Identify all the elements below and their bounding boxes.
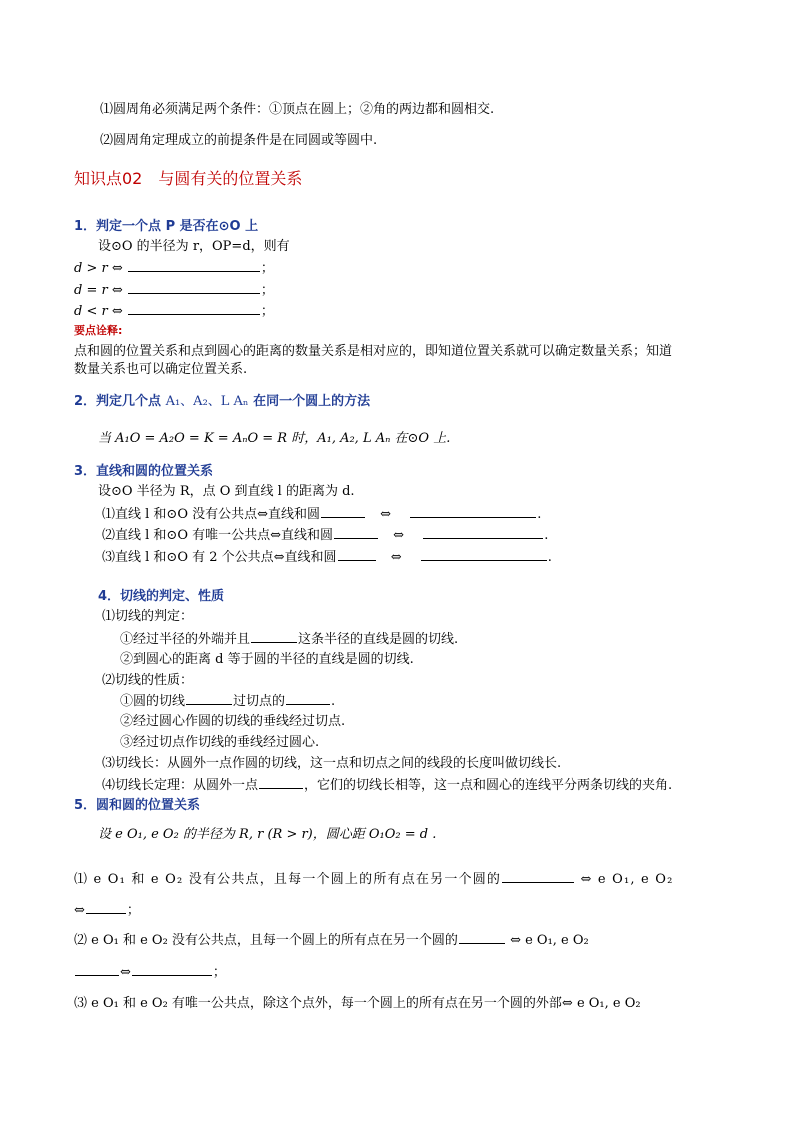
s5-c2b-iff: ⇔	[120, 965, 131, 980]
s4-p1-blank-a	[186, 692, 232, 705]
s5-c1b-blank	[86, 901, 126, 914]
s5-c1-blank	[502, 870, 574, 883]
s2-line: 当 A₁O = A₂O = K = AₙO = R 时，A₁, A₂, L Aₙ 在⊙O 上.	[98, 431, 451, 446]
section-heading: 知识点02 与圆有关的位置关系	[74, 169, 303, 188]
s5-case-2b	[74, 963, 226, 982]
s2-title-mid: A₁、A₂、L Aₙ	[165, 394, 249, 409]
s1-explain-1: 点和圆的位置关系和点到圆心的距离的数量关系是相对应的，即知道位置关系就可以确定数量关系；知道	[74, 344, 673, 359]
s4-t4-blank	[259, 776, 303, 789]
s5-case-1	[74, 870, 674, 889]
s1-r3-blank	[128, 302, 260, 315]
s5-c1b-semicolon: ；	[126, 903, 140, 918]
s1-relation-3	[74, 302, 274, 321]
s4-t4-post: ，它们的切线长相等，这一点和圆心的连线平分两条切线的夹角.	[304, 778, 673, 793]
s5-c2b-blank-b	[132, 963, 212, 976]
s5-case-3: ⑶ e O₁ 和 e O₂ 有唯一公共点，除这个点外，每一个圆上的所有点在另一个圆的外部⇔ e O₁, e O₂	[74, 996, 641, 1011]
s4-j1-pre: ①经过半径的外端并且	[120, 632, 251, 647]
s1-r2-text: d = r ⇔	[74, 283, 123, 298]
s1-r1-blank	[128, 259, 260, 272]
s3-r3-blank-a	[338, 548, 376, 561]
s1-setup: 设⊙O 的半径为 r，OP=d，则有	[98, 239, 290, 254]
s3-setup: 设⊙O 半径为 R，点 O 到直线 l 的距离为 d.	[98, 484, 355, 499]
s4-judge-1	[120, 630, 458, 649]
s4-property-1	[120, 692, 335, 711]
s5-title: 5．圆和圆的位置关系	[74, 798, 201, 813]
s3-r3-iff: ⇔	[390, 550, 402, 565]
s4-property-2: ②经过圆心作圆的切线的垂线经过切点.	[120, 714, 346, 729]
s2-title-pre: 2．判定几个点	[74, 394, 162, 409]
s4-p1-pre: ①圆的切线	[120, 694, 186, 709]
s3-r3-text: ⑶直线 l 和⊙O 有 2 个公共点⇔直线和圆	[102, 550, 337, 565]
s3-r3-blank-b	[421, 548, 547, 561]
s2-title-post: 在同一个圆上的方法	[253, 394, 371, 409]
s4-tangent-theorem	[102, 776, 672, 795]
s1-r2-semicolon: ；	[260, 283, 274, 298]
s3-r2-dot: .	[544, 528, 549, 543]
s3-row-1	[102, 505, 541, 524]
s2-title	[74, 393, 370, 411]
s5-c1b-iff: ⇔	[74, 903, 85, 918]
s5-c2-text: ⑵ e O₁ 和 e O₂ 没有公共点，且每一个圆上的所有点在另一个圆的	[74, 933, 458, 948]
s1-r1-text: d > r ⇔	[74, 261, 123, 276]
s1-keypoint-label: 要点诠释:	[74, 324, 123, 337]
s5-c2b-semicolon: ；	[212, 965, 226, 980]
s3-r2-iff: ⇔	[393, 528, 405, 543]
s1-r1-semicolon: ；	[260, 261, 274, 276]
note-1: ⑴圆周角必须满足两个条件：①顶点在圆上；②角的两边都和圆相交.	[100, 102, 495, 117]
s4-property-3: ③经过切点作切线的垂线经过圆心.	[120, 735, 320, 750]
s4-property-heading: ⑵切线的性质：	[102, 673, 194, 688]
s4-j1-blank	[251, 630, 297, 643]
s5-c1-end: ⇔ e O₁, e O₂	[580, 872, 674, 887]
s1-title: 1．判定一个点 P 是否在⊙O 上	[74, 219, 259, 234]
s3-r2-blank-b	[423, 526, 543, 539]
note-2: ⑵圆周角定理成立的前提条件是在同圆或等圆中.	[100, 133, 378, 148]
s5-setup: 设 e O₁, e O₂ 的半径为 R, r (R > r)，圆心距 O₁O₂ = d .	[98, 827, 437, 842]
s3-title: 3．直线和圆的位置关系	[74, 464, 214, 479]
s1-r2-blank	[128, 281, 260, 294]
s5-c2b-blank-a	[75, 963, 119, 976]
s5-case-1b	[74, 901, 140, 920]
s3-r2-blank-a	[334, 526, 378, 539]
s3-r1-blank-a	[321, 505, 365, 518]
s5-c2-end: ⇔ e O₁, e O₂	[510, 933, 589, 948]
s3-row-2	[102, 526, 548, 545]
s3-r1-text: ⑴直线 l 和⊙O 没有公共点⇔直线和圆	[102, 507, 320, 522]
s4-judge-heading: ⑴切线的判定：	[102, 609, 194, 624]
s5-case-2	[74, 931, 589, 950]
s1-relation-1	[74, 259, 274, 278]
s4-p1-blank-b	[286, 692, 330, 705]
s1-r3-text: d < r ⇔	[74, 304, 123, 319]
s1-r3-semicolon: ；	[260, 304, 274, 319]
s3-row-3	[102, 548, 552, 567]
s4-tangent-length: ⑶切线长：从圆外一点作圆的切线，这一点和切点之间的线段的长度叫做切线长.	[102, 756, 562, 771]
s4-p1-post: .	[331, 694, 336, 709]
s3-r1-blank-b	[410, 505, 536, 518]
s1-explain-2: 数量关系也可以确定位置关系.	[74, 362, 248, 377]
s3-r3-dot: .	[547, 550, 552, 565]
s4-j1-post: 这条半径的直线是圆的切线.	[298, 632, 459, 647]
s3-r2-text: ⑵直线 l 和⊙O 有唯一公共点⇔直线和圆	[102, 528, 333, 543]
s5-c1-text: ⑴ e O₁ 和 e O₂ 没有公共点，且每一个圆上的所有点在另一个圆的	[74, 872, 502, 887]
s3-r1-dot: .	[537, 507, 542, 522]
s4-p1-mid: 过切点的	[233, 694, 286, 709]
s4-judge-2: ②到圆心的距离 d 等于圆的半径的直线是圆的切线.	[120, 652, 414, 667]
s5-c2-blank	[459, 931, 505, 944]
s4-title: 4．切线的判定、性质	[98, 589, 225, 604]
s4-t4-pre: ⑷切线长定理：从圆外一点	[102, 778, 259, 793]
s3-r1-iff: ⇔	[380, 507, 392, 522]
s1-relation-2	[74, 281, 274, 300]
